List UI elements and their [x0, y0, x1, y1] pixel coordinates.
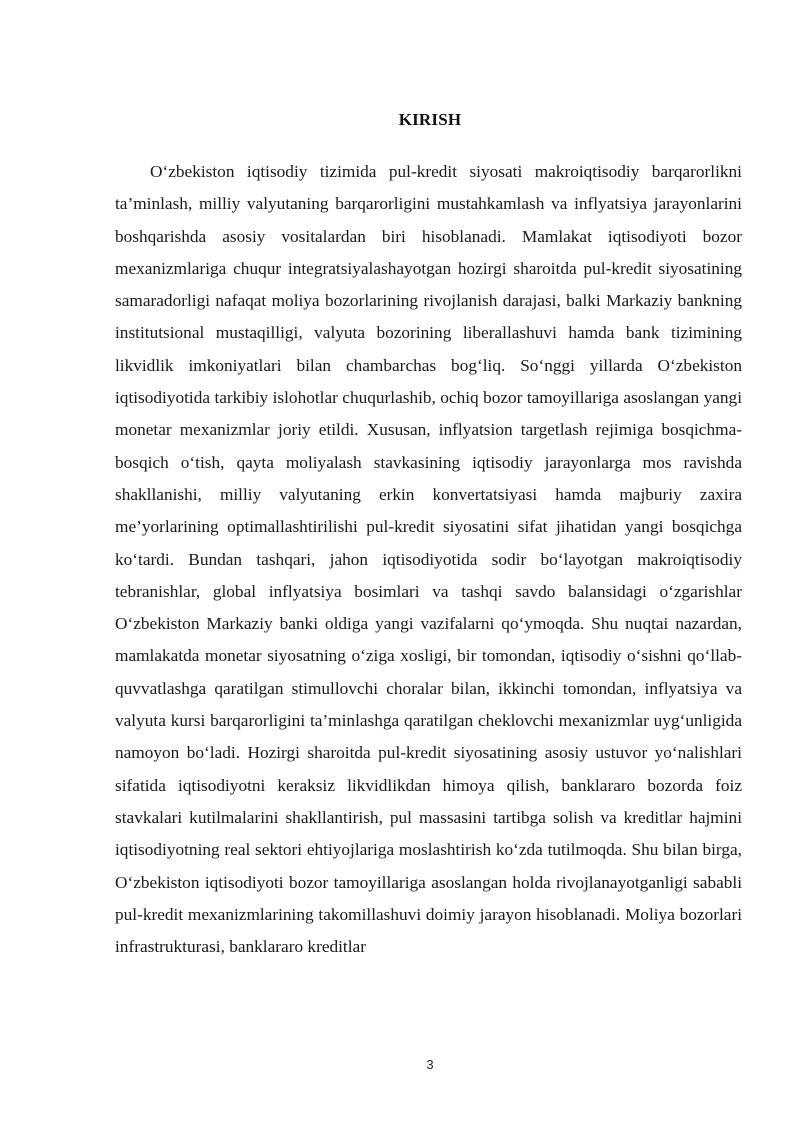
body-paragraph: O‘zbekiston iqtisodiy tizimida pul-kredit siyosati makroiqtisodiy barqarorlikni ta’minlash, milliy valyutaning barqarorligini mustahkamlash va inflyatsiya jarayonlarini boshqarishda asosiy vositalardan biri hisoblanadi. Mamlakat iqtisodiyoti bozor mexanizmlariga chuqur integratsiyalashayotgan hozirgi sharoitda pul-kredit siyosatining samaradorligi nafaqat moliya bozorlarining rivojlanish darajasi, balki Markaziy bankning institutsional mustaqilligi, valyuta bozorining liberallashuvi hamda bank tizimining likvidlik imkoniyatlari bilan chambarchas bog‘liq. So‘nggi yillarda O‘zbekiston iqtisodiyotida tarkibiy islohotlar chuqurlashib, ochiq bozor tamoyillariga asoslangan yangi monetar mexanizmlar joriy etildi. Xususan, inflyatsion targetlash rejimiga bosqichma-bosqich o‘tish, qayta moliyalash stavkasining iqtisodiy jarayonlarga mos ravishda shakllanishi, milliy valyutaning erkin konvertatsiyasi hamda majburiy zaxira me’yorlarining optimallashtirilishi pul-kredit siyosatini sifat jihatidan yangi bosqichga ko‘tardi. Bundan tashqari, jahon iqtisodiyotida sodir bo‘layotgan makroiqtisodiy tebranishlar, global inflyatsiya bosimlari va tashqi savdo balansidagi o‘zgarishlar O‘zbekiston Markaziy banki oldiga yangi vazifalarni qo‘ymoqda. Shu nuqtai nazardan, mamlakatda monetar siyosatning o‘ziga xosligi, bir tomondan, iqtisodiy o‘sishni qo‘llab-quvvatlashga qaratilgan stimullovchi choralar bilan, ikkinchi tomondan, inflyatsiya va valyuta kursi barqarorligini ta’minlashga qaratilgan cheklovchi mexanizmlar uyg‘unligida namoyon bo‘ladi. Hozirgi sharoitda pul-kredit siyosatining asosiy ustuvor yo‘nalishlari sifatida iqtisodiyotni keraksiz likvidlikdan himoya qilish, banklararo bozorda foiz stavkalari kutilmalarini shakllantirish, pul massasini tartibga solish va kreditlar hajmini iqtisodiyotning real sektori ehtiyojlariga moslashtirish ko‘zda tutilmoqda. Shu bilan birga, O‘zbekiston iqtisodiyoti bozor tamoyillariga asoslangan holda rivojlanayotganligi sababli pul-kredit mexanizmlarining takomillashuvi doimiy jarayon hisoblanadi. Moliya bozorlari infrastrukturasi, banklararo kreditlar [115, 162, 742, 957]
section-heading: KIRISH [398, 110, 462, 129]
page-number: 3 [426, 1057, 434, 1072]
